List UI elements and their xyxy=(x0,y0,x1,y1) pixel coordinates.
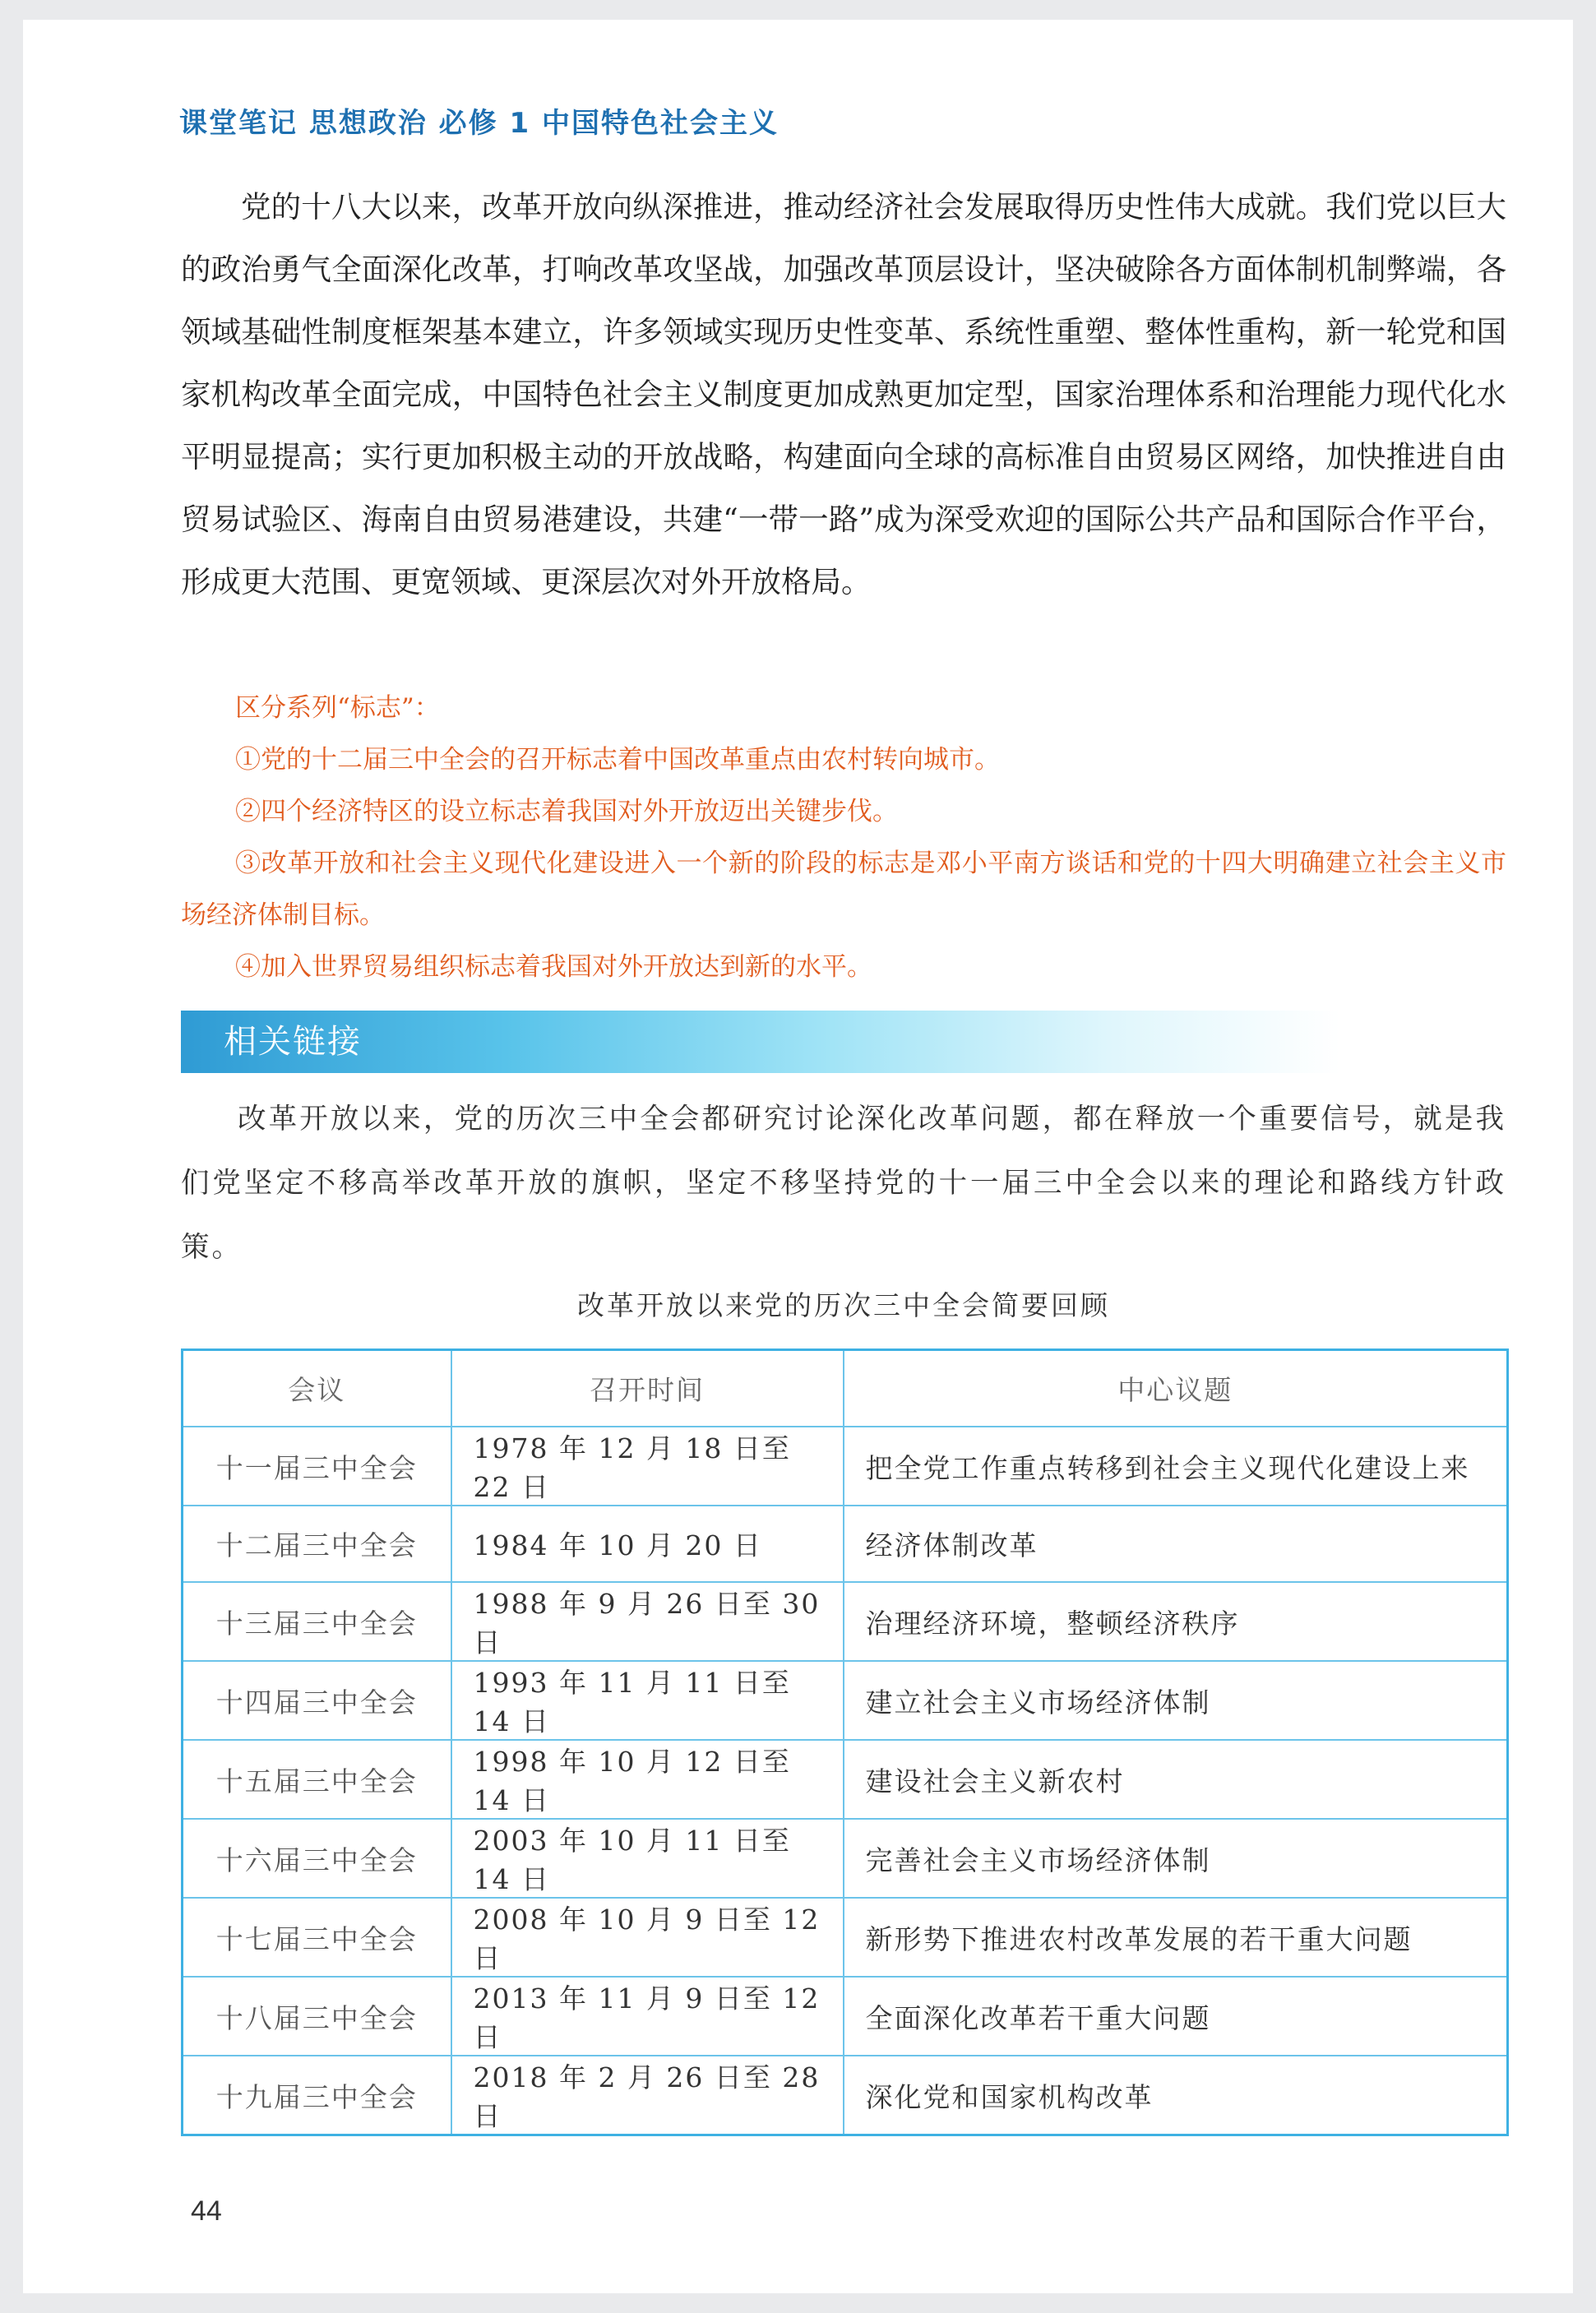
note-item: ④加入世界贸易组织标志着我国对外开放达到新的水平。 xyxy=(235,952,872,982)
meeting-cell: 十八届三中全会 xyxy=(183,1977,451,2056)
table-row xyxy=(183,1582,1508,1661)
table-row xyxy=(183,1506,1508,1582)
topic-cell: 深化党和国家机构改革 xyxy=(844,2056,1508,2135)
date-cell: 1984 年 10 月 20 日 xyxy=(451,1506,844,1582)
meeting-cell: 十六届三中全会 xyxy=(183,1819,451,1898)
meeting-cell: 十一届三中全会 xyxy=(183,1427,451,1506)
topic-cell: 经济体制改革 xyxy=(844,1506,1508,1582)
meeting-cell: 十三届三中全会 xyxy=(183,1582,451,1661)
margin-note xyxy=(181,682,1506,993)
table-row xyxy=(183,1898,1508,1977)
topic-cell: 新形势下推进农村改革发展的若干重大问题 xyxy=(844,1898,1508,1977)
header-cell: 召开时间 xyxy=(451,1350,844,1427)
note-item: ②四个经济特区的设立标志着我国对外开放迈出关键步伐。 xyxy=(235,797,898,826)
topic-cell: 治理经济环境，整顿经济秩序 xyxy=(844,1582,1508,1661)
page-number: 44 xyxy=(191,2195,222,2227)
running-header: 课堂笔记 思想政治 必修 1 中国特色社会主义 xyxy=(179,107,779,140)
date-cell: 1998 年 10 月 12 日至 14 日 xyxy=(451,1740,844,1819)
plenary-sessions-table xyxy=(181,1348,1509,2136)
meeting-cell: 十九届三中全会 xyxy=(183,2056,451,2135)
related-links-title: 相关链接 xyxy=(224,1023,362,1061)
header-cell: 会议 xyxy=(183,1350,451,1427)
date-cell: 1993 年 11 月 11 日至 14 日 xyxy=(451,1661,844,1740)
topic-cell: 建设社会主义新农村 xyxy=(844,1740,1508,1819)
note-item: ①党的十二届三中全会的召开标志着中国改革重点由农村转向城市。 xyxy=(235,745,1000,775)
meeting-cell: 十二届三中全会 xyxy=(183,1506,451,1582)
meeting-cell: 十七届三中全会 xyxy=(183,1898,451,1977)
table-row xyxy=(183,1977,1508,2056)
table-caption: 改革开放以来党的历次三中全会简要回顾 xyxy=(577,1289,1110,1321)
topic-cell: 完善社会主义市场经济体制 xyxy=(844,1819,1508,1898)
note-title: 区分系列“标志”： xyxy=(235,693,440,723)
date-cell: 1988 年 9 月 26 日至 30 日 xyxy=(451,1582,844,1661)
date-cell: 2013 年 11 月 9 日至 12 日 xyxy=(451,1977,844,2056)
topic-cell: 建立社会主义市场经济体制 xyxy=(844,1661,1508,1740)
table-row xyxy=(183,1427,1508,1506)
table-row xyxy=(183,1740,1508,1819)
date-cell: 1978 年 12 月 18 日至 22 日 xyxy=(451,1427,844,1506)
date-cell: 2003 年 10 月 11 日至 14 日 xyxy=(451,1819,844,1898)
table-header-row xyxy=(183,1350,1508,1427)
note-item: ③改革开放和社会主义现代化建设进入一个新的阶段的标志是邓小平南方谈话和党的十四大明确建立社会主义市场经济体制目标。 xyxy=(181,849,1506,930)
textbook-page xyxy=(23,20,1573,2293)
date-cell: 2008 年 10 月 9 日至 12 日 xyxy=(451,1898,844,1977)
table-row xyxy=(183,1819,1508,1898)
main-paragraph: 党的十八大以来，改革开放向纵深推进，推动经济社会发展取得历史性伟大成就。我们党以巨大的政治勇气全面深化改革，打响改革攻坚战，加强改革顶层设计，坚决破除各方面体制机制弊端，各领域基础性制度框架基本建立，许多领域实现历史性变革、系统性重塑、整体性重构，新一轮党和国家机构改革全面完成，中国特色社会主义制度更加成熟更加定型，国家治理体系和治理能力现代化水平明显提高；实行更加积极主动的开放战略，构建面向全球的高标准自由贸易区网络，加快推进自由贸易试验区、海南自由贸易港建设，共建“一带一路”成为深受欢迎的国际公共产品和国际合作平台，形成更大范围、更宽领域、更深层次对外开放格局。 xyxy=(181,189,1506,599)
topic-cell: 把全党工作重点转移到社会主义现代化建设上来 xyxy=(844,1427,1508,1506)
table-row xyxy=(183,2056,1508,2135)
related-links-banner xyxy=(181,1011,1340,1073)
meeting-cell: 十五届三中全会 xyxy=(183,1740,451,1819)
topic-cell: 全面深化改革若干重大问题 xyxy=(844,1977,1508,2056)
date-cell: 2018 年 2 月 26 日至 28 日 xyxy=(451,2056,844,2135)
meeting-cell: 十四届三中全会 xyxy=(183,1661,451,1740)
related-links-text: 改革开放以来，党的历次三中全会都研究讨论深化改革问题，都在释放一个重要信号，就是我们党坚定不移高举改革开放的旗帜，坚定不移坚持党的十一届三中全会以来的理论和路线方针政策。 xyxy=(181,1103,1506,1264)
header-cell: 中心议题 xyxy=(844,1350,1508,1427)
table-row xyxy=(183,1661,1508,1740)
